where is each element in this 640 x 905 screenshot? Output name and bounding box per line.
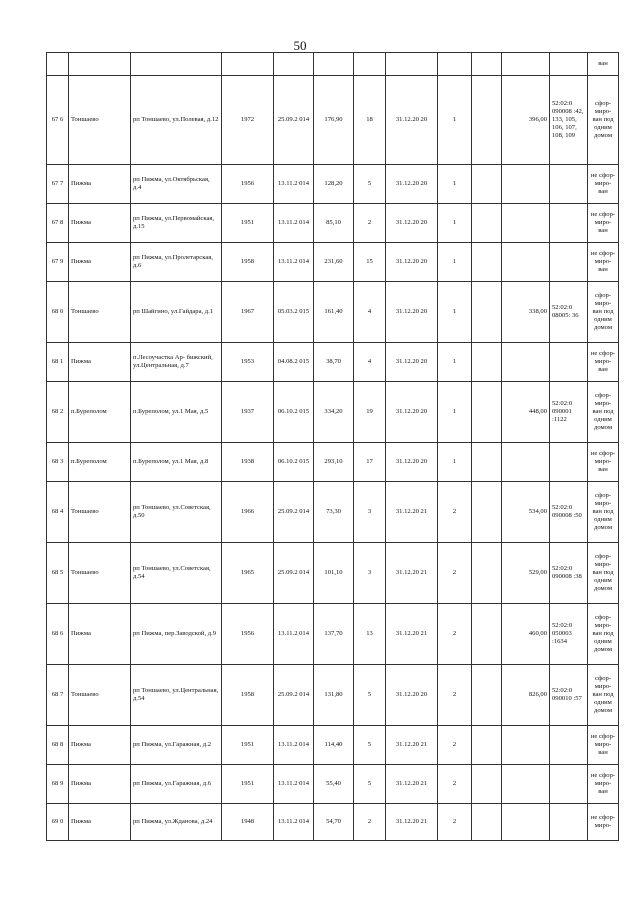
stage-cell: 1 — [438, 165, 472, 204]
date-cell: 04.08.2 015 — [274, 343, 314, 382]
cost-cell: 534,00 — [502, 482, 550, 543]
date-cell: 25.09.2 014 — [274, 76, 314, 165]
status-cell: не сфор- миро- — [588, 804, 619, 841]
stage-cell: 1 — [438, 204, 472, 243]
row-number: 69 0 — [47, 804, 69, 841]
table-row — [47, 382, 619, 443]
status-cell: сфор- миро- ван под одним домом — [588, 543, 619, 604]
residents-cell: 5 — [354, 165, 386, 204]
deadline-cell: 31.12.20 20 — [386, 204, 438, 243]
area-cell: 334,20 — [314, 382, 354, 443]
date-cell: 13.11.2 014 — [274, 165, 314, 204]
cost-cell: 529,00 — [502, 543, 550, 604]
cost-cell: 396,00 — [502, 76, 550, 165]
date-cell: 13.11.2 014 — [274, 726, 314, 765]
table-row — [47, 765, 619, 804]
deadline-cell: 31.12.20 20 — [386, 282, 438, 343]
year-cell: 1953 — [222, 343, 274, 382]
deadline-cell: 31.12.20 21 — [386, 482, 438, 543]
year-cell: 1951 — [222, 765, 274, 804]
stage-cell: 2 — [438, 804, 472, 841]
address-cell: рп Пижма, пер.Заводской, д.9 — [131, 604, 222, 665]
stage-cell: 2 — [438, 765, 472, 804]
cadastral-cell: 52:02:0 090010 :57 — [550, 665, 588, 726]
date-cell: 06.10.2 015 — [274, 382, 314, 443]
cadastral-cell: 52:02:0 090008 :42, 133, 105, 106, 107, 108, 109 — [550, 76, 588, 165]
cost-cell — [502, 204, 550, 243]
status-cell: сфор- миро- ван под одним домом — [588, 76, 619, 165]
year-cell: 1958 — [222, 243, 274, 282]
district-cell: Тоншаево — [69, 482, 131, 543]
deadline-cell: 31.12.20 21 — [386, 726, 438, 765]
year-cell: 1958 — [222, 665, 274, 726]
address-cell: рп Пижма, ул.Гаражная, д.6 — [131, 765, 222, 804]
address-cell: п.Лесоучастка Ар- бижский, ул.Центральная, д.7 — [131, 343, 222, 382]
address-cell: рп Пижма, ул.Жданова, д.24 — [131, 804, 222, 841]
stage-cell: 1 — [438, 76, 472, 165]
district-cell: Пижма — [69, 726, 131, 765]
residents-cell: 4 — [354, 343, 386, 382]
district-cell: Пижма — [69, 165, 131, 204]
cadastral-cell: 52:02:0 08005: 36 — [550, 282, 588, 343]
status-cell: не сфор- миро- ван — [588, 443, 619, 482]
cost-cell — [502, 243, 550, 282]
area-cell: 101,10 — [314, 543, 354, 604]
cost-cell — [502, 726, 550, 765]
district-cell: п.Буреполом — [69, 382, 131, 443]
stage-cell: 2 — [438, 726, 472, 765]
area-cell: 231,60 — [314, 243, 354, 282]
district-cell: Пижма — [69, 343, 131, 382]
empty-cell — [472, 243, 502, 282]
empty-cell — [472, 604, 502, 665]
cadastral-cell — [550, 204, 588, 243]
area-cell: 38,70 — [314, 343, 354, 382]
stage-cell: 1 — [438, 443, 472, 482]
area-cell: 176,90 — [314, 76, 354, 165]
area-cell: 131,80 — [314, 665, 354, 726]
residents-cell: 15 — [354, 243, 386, 282]
empty-cell — [472, 665, 502, 726]
cadastral-cell — [550, 726, 588, 765]
empty-cell — [472, 443, 502, 482]
cadastral-cell: 52:02:0 090008 :38 — [550, 543, 588, 604]
status-cell: сфор- миро- ван под одним домом — [588, 665, 619, 726]
cadastral-cell — [550, 343, 588, 382]
row-number: 68 8 — [47, 726, 69, 765]
stage-cell: 2 — [438, 604, 472, 665]
deadline-cell: 31.12.20 20 — [386, 243, 438, 282]
empty-cell — [472, 765, 502, 804]
stage-cell: 2 — [438, 665, 472, 726]
residents-cell: 3 — [354, 543, 386, 604]
status-cell: сфор- миро- ван под одним домом — [588, 482, 619, 543]
district-cell: Пижма — [69, 804, 131, 841]
stage-cell: 1 — [438, 343, 472, 382]
residents-cell: 13 — [354, 604, 386, 665]
table-row — [47, 165, 619, 204]
date-cell: 13.11.2 014 — [274, 604, 314, 665]
table-row — [47, 482, 619, 543]
row-number: 68 1 — [47, 343, 69, 382]
cost-cell: 448,00 — [502, 382, 550, 443]
date-cell: 13.11.2 014 — [274, 243, 314, 282]
district-cell: Пижма — [69, 243, 131, 282]
district-cell: Тоншаево — [69, 543, 131, 604]
cost-cell — [502, 804, 550, 841]
cadastral-cell — [550, 443, 588, 482]
year-cell: 1937 — [222, 382, 274, 443]
stage-cell: 1 — [438, 382, 472, 443]
deadline-cell: 31.12.20 20 — [386, 165, 438, 204]
year-cell: 1956 — [222, 604, 274, 665]
district-cell: Пижма — [69, 604, 131, 665]
district-cell: Тоншаево — [69, 665, 131, 726]
residents-cell: 17 — [354, 443, 386, 482]
year-cell: 1938 — [222, 443, 274, 482]
table-row — [47, 204, 619, 243]
housing-table — [46, 52, 619, 841]
table-row — [47, 726, 619, 765]
year-cell: 1948 — [222, 804, 274, 841]
deadline-cell: 31.12.20 20 — [386, 343, 438, 382]
date-cell: 13.11.2 014 — [274, 804, 314, 841]
date-cell: 25.09.2 014 — [274, 482, 314, 543]
deadline-cell: 31.12.20 21 — [386, 604, 438, 665]
address-cell: рп Тоншаево, ул.Советская, д.54 — [131, 543, 222, 604]
table-row — [47, 443, 619, 482]
empty-cell — [472, 804, 502, 841]
district-cell: п.Буреполом — [69, 443, 131, 482]
status-cell: сфор- миро- ван под одним домом — [588, 604, 619, 665]
row-number: 67 7 — [47, 165, 69, 204]
cost-cell — [502, 443, 550, 482]
cost-cell: 826,00 — [502, 665, 550, 726]
cost-cell: 338,00 — [502, 282, 550, 343]
empty-cell — [472, 726, 502, 765]
row-number: 68 0 — [47, 282, 69, 343]
area-cell: 54,70 — [314, 804, 354, 841]
status-cell: не сфор- миро- ван — [588, 243, 619, 282]
address-cell: рп Тоншаево, ул.Центральная, д.54 — [131, 665, 222, 726]
row-number: 68 2 — [47, 382, 69, 443]
cadastral-cell — [550, 243, 588, 282]
deadline-cell: 31.12.20 21 — [386, 543, 438, 604]
row-number: 67 6 — [47, 76, 69, 165]
date-cell: 13.11.2 014 — [274, 204, 314, 243]
deadline-cell: 31.12.20 20 — [386, 382, 438, 443]
status-cell: не сфор- миро- ван — [588, 765, 619, 804]
district-cell: Тоншаево — [69, 76, 131, 165]
area-cell: 85,10 — [314, 204, 354, 243]
table-row — [47, 665, 619, 726]
address-cell: рп Пижма, ул.Октябрьская, д.4 — [131, 165, 222, 204]
empty-cell — [472, 76, 502, 165]
empty-cell — [472, 482, 502, 543]
year-cell: 1951 — [222, 204, 274, 243]
address-cell: рп Пижма, ул.Пролетарская, д.6 — [131, 243, 222, 282]
cadastral-cell: 52:02:0 090001 :1122 — [550, 382, 588, 443]
address-cell: рп Шайгино, ул.Гайдара, д.1 — [131, 282, 222, 343]
status-cell: не сфор- миро- ван — [588, 165, 619, 204]
table-row — [47, 76, 619, 165]
district-cell: Пижма — [69, 204, 131, 243]
deadline-cell: 31.12.20 20 — [386, 665, 438, 726]
date-cell: 13.11.2 014 — [274, 765, 314, 804]
year-cell: 1967 — [222, 282, 274, 343]
district-cell: Тоншаево — [69, 282, 131, 343]
empty-cell — [472, 204, 502, 243]
address-cell: п.Буреполом, ул.1 Мая, д.5 — [131, 382, 222, 443]
table-row — [47, 604, 619, 665]
cadastral-cell: 52:02:0 090008 :50 — [550, 482, 588, 543]
area-cell: 293,10 — [314, 443, 354, 482]
residents-cell: 4 — [354, 282, 386, 343]
empty-cell — [472, 382, 502, 443]
residents-cell: 2 — [354, 204, 386, 243]
cost-cell — [502, 343, 550, 382]
cost-cell: 460,00 — [502, 604, 550, 665]
residents-cell: 5 — [354, 765, 386, 804]
date-cell: 25.09.2 014 — [274, 665, 314, 726]
table-row — [47, 282, 619, 343]
row-number: 67 9 — [47, 243, 69, 282]
cadastral-cell — [550, 804, 588, 841]
deadline-cell: 31.12.20 20 — [386, 443, 438, 482]
row-number: 68 7 — [47, 665, 69, 726]
deadline-cell: 31.12.20 21 — [386, 804, 438, 841]
row-number: 68 5 — [47, 543, 69, 604]
area-cell: 128,20 — [314, 165, 354, 204]
area-cell: 114,40 — [314, 726, 354, 765]
status-cell: не сфор- миро- ван — [588, 726, 619, 765]
empty-cell — [472, 165, 502, 204]
date-cell: 06.10.2 015 — [274, 443, 314, 482]
area-cell: 73,30 — [314, 482, 354, 543]
table-row — [47, 243, 619, 282]
year-cell: 1972 — [222, 76, 274, 165]
district-cell: Пижма — [69, 765, 131, 804]
status-cell: не сфор- миро- ван — [588, 204, 619, 243]
date-cell: 25.09.2 014 — [274, 543, 314, 604]
stage-cell: 2 — [438, 543, 472, 604]
year-cell: 1966 — [222, 482, 274, 543]
row-number: 67 8 — [47, 204, 69, 243]
cadastral-cell — [550, 165, 588, 204]
cost-cell — [502, 165, 550, 204]
area-cell: 137,70 — [314, 604, 354, 665]
address-cell: рп Пижма, ул.Первомайская, д.15 — [131, 204, 222, 243]
stage-cell: 1 — [438, 282, 472, 343]
deadline-cell: 31.12.20 20 — [386, 76, 438, 165]
table-row-fragment — [47, 53, 619, 76]
area-cell: 55,40 — [314, 765, 354, 804]
date-cell: 05.03.2 015 — [274, 282, 314, 343]
cost-cell — [502, 765, 550, 804]
status-cell: сфор- миро- ван под одним домом — [588, 282, 619, 343]
stage-cell: 1 — [438, 243, 472, 282]
year-cell: 1951 — [222, 726, 274, 765]
residents-cell: 2 — [354, 804, 386, 841]
address-cell: п.Буреполом, ул.1 Мая, д.8 — [131, 443, 222, 482]
page-number: 50 — [293, 38, 307, 53]
address-cell: рп Тоншаево, ул.Полевая, д.12 — [131, 76, 222, 165]
residents-cell: 18 — [354, 76, 386, 165]
area-cell: 161,40 — [314, 282, 354, 343]
row-number: 68 6 — [47, 604, 69, 665]
table-row — [47, 804, 619, 841]
address-cell: рп Пижма, ул.Гаражная, д.2 — [131, 726, 222, 765]
stage-cell: 2 — [438, 482, 472, 543]
empty-cell — [472, 282, 502, 343]
residents-cell: 5 — [354, 665, 386, 726]
deadline-cell: 31.12.20 21 — [386, 765, 438, 804]
table-row — [47, 543, 619, 604]
table-row — [47, 343, 619, 382]
row-number: 68 9 — [47, 765, 69, 804]
residents-cell: 5 — [354, 726, 386, 765]
status-cell: ван — [588, 53, 619, 76]
residents-cell: 3 — [354, 482, 386, 543]
row-number: 68 4 — [47, 482, 69, 543]
cadastral-cell: 52:02:0 050003 :1634 — [550, 604, 588, 665]
year-cell: 1956 — [222, 165, 274, 204]
status-cell: не сфор- миро- ван — [588, 343, 619, 382]
status-cell: сфор- миро- ван под одним домом — [588, 382, 619, 443]
empty-cell — [472, 543, 502, 604]
row-number: 68 3 — [47, 443, 69, 482]
residents-cell: 19 — [354, 382, 386, 443]
year-cell: 1965 — [222, 543, 274, 604]
empty-cell — [472, 343, 502, 382]
address-cell: рп Тоншаево, ул.Советская, д.50 — [131, 482, 222, 543]
cadastral-cell — [550, 765, 588, 804]
